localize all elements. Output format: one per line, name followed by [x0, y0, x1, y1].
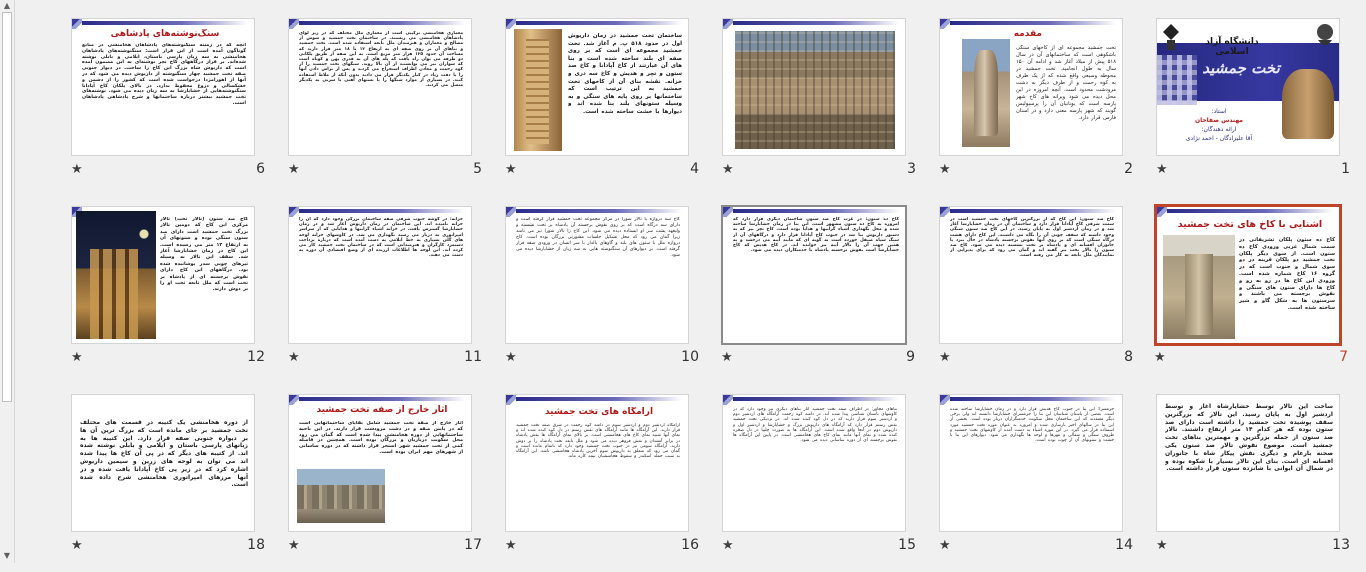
slide-number: 4	[690, 161, 699, 177]
cover-title: تخت جمشید	[1202, 59, 1280, 77]
scroll-down-arrow-icon[interactable]: ▼	[3, 551, 11, 560]
slide-preview[interactable]	[288, 394, 472, 532]
animation-star-icon: ★	[721, 350, 733, 365]
slide-thumbnail-5[interactable]	[288, 18, 504, 196]
title-bar-decoration	[950, 397, 1116, 401]
slide-thumbnail-4[interactable]	[505, 18, 721, 196]
slide-body-text: خزانه: در گوشه جنوب شرقی صفه ساختمان بزرگی وجود دارد که آن را خزانه نامیده اند. این ساختمان در زمان داریوش آغاز شد و در زمان خشایارشا گسترش یافت. در خزانه اشیاء گرانبها و هدایایی که از سراسر امپراتوری به دربار می رسید نگهداری می شد. در کاوشهای خزانه لوحه های گلی بسیاری به خط ایلامی به دست آمده است که درباره پرداخت دستمزد کارگران و هنرمندانی است که در ساختمان تخت جمشید کار می کرده اند. این لوحه ها اطلاعات ارزنده ای از وضع اقتصادی آن دوره به دست می دهند.	[299, 217, 463, 259]
slide-body-text: از دوره هخامنشی یک کتیبه در قسمت های مختلف تخت جمشید بر جای مانده است که بزرگ ترین آن ها بر دیواره جنوبی صفه قرار دارد. این کتیبه ها به زبانهای پارسی باستان و ایلامی و بابلی نوشته شده اند. از کتیبه های دیگر که در پی آن کاخ ها پیدا شده اند می توان به لوحه های زرین و سیمین داریوش اشاره کرد که در زیر پی کاخ آپادانا یافت شده و در آنها مرزهای امپراتوری هخامنشی شرح داده شده است.	[80, 419, 248, 489]
slide-body-text: کاخ ده ستون پلکان تشریفاتی در سمت شمال غربی ورودی کاخ ده ستون است. از سوی دیگر پلکان تخت جمشید دو پلکان قرینه در دو سوی شمال و جنوب است که در گروه ۱۶ کاخ شماره شده است. ورودی این کاخ ها در رو به رو و کاخ ها دارای ستون های سنگی و نقوش برجسته می باشند و سرستون ها به شکل گاو و شیر ساخته شده است.	[1239, 237, 1335, 311]
slide-number: 10	[681, 349, 699, 365]
slide-number: 1	[1341, 161, 1350, 177]
slide-thumbnail-15[interactable]	[722, 394, 938, 572]
slide-title: آشنایی با کاخ های تخت جمشید	[1177, 219, 1323, 230]
slide-thumbnail-18[interactable]	[71, 394, 287, 572]
slide-preview[interactable]	[939, 18, 1123, 156]
slide-number: 5	[473, 161, 482, 177]
slide-body-text: بناهای مجاور: در اطراف صفه تخت جمشید آثار بناهای دیگری نیز وجود دارد که در کاوشهای باستان شناسی پیدا شده اند. در دامنه کوه رحمت آرامگاه های اردشیر دوم و اردشیر سوم قرار دارند که در دل کوه کنده شده اند. در نزدیکی تخت جمشید نقش رستم قرار دارد که آرامگاه های داریوش بزرگ و خشایارشا و اردشیر اول و داریوش دوم در آنجا واقع شده است. این آرامگاه ها به صورت چلیپا در دل صخره کنده شده و نمای آنها مانند نمای کاخ های هخامنشی است. در پایین این آرامگاه ها نقوش برجسته ای از دوره ساسانی دیده می شود.	[733, 407, 897, 444]
slide-number: 12	[247, 349, 265, 365]
title-bar-decoration	[299, 21, 465, 25]
slide-body-text: کاخ ده ستون: در غرب کاخ صد ستون ساختمان دیگری قرار دارد که امروزه به کاخ ده ستون مشهور است. این بنا در زمان خشایارشا ساخته شده و محل نگهداری اشیاء گرانبها و هدایا بوده است. کاخ تچر نیز که به دستور داریوش بنا شد در جنوب کاخ آپادانا قرار دارد و درگاههای آن از سنگ سیاه صیقل خورده است به گونه ای که مانند آینه می درخشد و به همین جهت آن را تالار آینه نیز خوانده اند. در کاخ هدیش که کاخ خشایارشا است نقوش برجسته پادشاه با خدمتکاران دیده می شود.	[733, 217, 899, 254]
slide-thumbnail-1[interactable]	[1156, 18, 1366, 196]
slide-preview[interactable]	[71, 394, 255, 532]
university-logo-icon	[1161, 22, 1181, 52]
slide-preview[interactable]	[939, 206, 1123, 344]
slide-thumbnail-13[interactable]	[1156, 394, 1366, 572]
slide-body-text: معماری هخامنشی ترکیبی است از معماری ملل مختلف که در زیر لوای پادشاهان هخامنشی می زیستند. در ساختمان تخت جمشید و شوش از مصالح و معماران و هنرمندان ملل تابعه استفاده شده است. تخت جمشید و بناهای آن بر روی صفه ای به ارتفاع ۱۲ تا ۱۸ متر قرار دارند که مساحت آن حدود ۱۲۵ هزار متر مربع است. به این صفه از طریق پلکانی دو طرفه می توان راه یافت که پله های آن به قدری پهن و کوتاه است که سواران نیز می توانستند از آن بالا روند. سنگهای تخت جمشید را از کوه رحمت و معادن اطراف استخراج می کردند و پس از تراش دادن آنها را با دقت زیاد در کنار یکدیگر قرار می دادند بدون آنکه از ملاط استفاده کنند. در بسیاری از موارد سنگها را با بستهای آهنی یا سربی به یکدیگر متصل می کردند.	[299, 31, 463, 89]
title-bar-decoration	[516, 21, 682, 25]
corner-decoration	[72, 19, 82, 29]
title-bar-decoration	[299, 397, 465, 401]
slide-preview[interactable]	[505, 206, 689, 344]
presenters-label: ارائه دهندگان:	[1201, 126, 1237, 133]
ruins-walls-photo	[297, 469, 385, 523]
slide-body-text: آثار خارج از صفه تخت جمشید شامل بقایای ساختمانهایی است که در پایین صفه و در دشت مرودشت قرار دارند. در این ناحیه ساختمانهایی از دوره هخامنشی پیدا شده است که گمان می رود محل سکونت درباریان و بزرگان بوده است. همچنین در فاصله کمی از تخت جمشید شهر استخر قرار داشته که در دوره ساسانی از شهرهای مهم ایران بوده است.	[299, 421, 463, 455]
slide-number: 3	[907, 161, 916, 177]
slide-thumbnail-17[interactable]	[288, 394, 504, 572]
animation-star-icon: ★	[939, 538, 951, 553]
persepolis-aerial-photo	[735, 31, 895, 149]
corner-decoration	[289, 19, 299, 29]
slide-preview[interactable]	[722, 18, 906, 156]
slide-body-text: کاخ سه دروازه یا تالار شورا در مرکز مجموعه تخت جمشید قرار گرفته است و دارای سه درگاه است که بر روی نقوش برجسته آن پادشاه بر تخت نشسته و ولیعهد پشت سر او ایستاده دیده می شود. این کاخ را تالار شورا نیز می نامند زیرا گمان می رود که محل تشکیل جلسات مشورتی بزرگان بوده است. کاخ دروازه ملل با ستون های بلند و گاوهای بالدار با سر انسان در ورودی صفه قرار گرفته است. بر دیوارهای آن سنگنوشته هایی به سه زبان از خشایارشا دیده می شود.	[516, 217, 680, 258]
corner-decoration	[289, 395, 299, 405]
slide-title: آثار خارج از صفه تخت جمشید	[316, 405, 448, 415]
title-bar-decoration	[733, 21, 899, 25]
slide-number: 7	[1339, 349, 1348, 365]
slide-body-text: ساخت این تالار توسط خشایارشاه آغاز و توسط اردشیر اول به پایان رسید. این تالار که بزرگترین سقف پوشیده تخت جمشید را داشته است دارای صد ستون بوده که هر کدام ۱۴ متر ارتفاع داشتند. تالار صد ستون از جمله بزرگترین و مهمترین بناهای تخت جمشید است. موضوع نقوش تالار صد ستون یکی صحنه بارعام و دیگری نقش پیکار شاه با جانوران افسانه ای است. بنای این تالار بسیار با شکوه بوده و در شمال آن ایوانی با شانزده ستون قرار داشته است.	[1165, 403, 1333, 473]
slide-body-text: آنچه که در زمینه سنگنوشته‌های پادشاهان هخامنشی در منابع گوناگون آمده است از این قرار است: سنگنوشته‌های پادشاهان هخامنشی به سه زبان پارسی باستان، ایلامی و بابلی نوشته شده‌اند. بر فراز درگاههای کاخ تچر نوشته‌ای به این مضمون آمده است که داریوش شاه بزرگ این کاخ را ساخت. در دیوار جنوبی صفه تخت جمشید چهار سنگنوشته از داریوش دیده می شود که در آنها از اهورامزدا درخواست شده است که کشور را از دشمن و خشکسالی و دروغ محفوظ بدارد. در بالای پلکان کاخ آپادانا سنگنوشته‌هایی از خشایارشا به سه زبان دیده می شود. نوشته‌های تخت جمشید بیشتر درباره ساختمانها و شرح پادشاهی پادشاهان است.	[82, 43, 246, 106]
slide-number: 11	[464, 349, 482, 365]
presenters-names: آقا علیزادگان - احمد نژادی	[1185, 135, 1253, 142]
animation-star-icon: ★	[288, 350, 300, 365]
slide-number: 18	[247, 537, 265, 553]
corner-decoration	[506, 207, 516, 217]
slide-thumbnail-7[interactable]	[1154, 204, 1366, 382]
slide-preview[interactable]	[71, 18, 255, 156]
animation-star-icon: ★	[1156, 162, 1168, 177]
slide-number: 6	[256, 161, 265, 177]
slide-body-text: تخت جمشید مجموعه ای از کاخهای سنگی باشکوهی است که ساختمانهای آن در سال ۵۱۸ پیش از میلاد آغاز شد و ادامه آن ۱۵۰ سال به طول انجامید. تخت جمشید در محوطه وسیعی واقع شده که از یک طرف به کوه رحمت و از طرف دیگر به دشت مرودشت محدود است. آنچه امروزه در این محل دیده می شود ویرانه های کاخ شهر پارسه است که یونانیان آن را پرسپولیس گویند که شهر پارسه معنی دارد و در استان فارس قرار دارد.	[1016, 45, 1116, 121]
cover-info	[1165, 107, 1273, 143]
column-photo	[514, 29, 562, 151]
slide-thumbnail-9[interactable]	[721, 205, 937, 383]
relief-image	[962, 39, 1010, 147]
slide-body-text: ساختمان تخت جمشید در زمان داریوش اول در حدود ۵۱۸ پ. م آغاز شد. تخت جمشید مجموعه ای است که بر روی صفه ای بلند ساخته شده است و بنا های آن عبارتند از کاخ آپادانا و کاخ صد ستون و تچر و هدیش و کاخ سه دری و خزانه. نقشه بنای آن از کاخهای تخت جمشید به این ترتیب است که ساختمانها بر روی پایه های سنگی و به وسیله ستونهای بلند بنا شده اند و دیوارها با خشت ساخته شده است.	[568, 33, 682, 115]
animation-star-icon: ★	[505, 538, 517, 553]
slide-thumbnail-10[interactable]	[505, 206, 721, 384]
slide-thumbnail-6[interactable]	[71, 18, 287, 196]
emblem-logo-icon	[1315, 22, 1335, 52]
slide-preview[interactable]	[288, 18, 472, 156]
animation-star-icon: ★	[505, 162, 517, 177]
title-bar-decoration	[299, 209, 465, 213]
slide-body-text: حرمسرا: این بنا در جنوب کاخ هدیش قرار دارد و در زمان خشایارشا ساخته شده است. بعضی از باستان شناسان این بنا را حرمسرای خشایارشا دانسته اند ولی برخی دیگر معتقدند که این ساختمان محل سکونت خدمتگزاران دربار بوده است. بخشی از این بنا در سالهای اخیر بازسازی شده و امروزه به عنوان موزه تخت جمشید مورد استفاده قرار می گیرد. در این موزه اشیاء به دست آمده از کاوشهای تخت جمشید و ظروف سنگی و سفالی و مهرها و لوحه ها نگهداری می شود. دیوارهای این بنا با خشت و ستونهای آن از چوب بوده است.	[950, 407, 1114, 444]
animation-star-icon: ★	[288, 162, 300, 177]
slide-preview[interactable]	[1156, 394, 1340, 532]
slide-number: 2	[1124, 161, 1133, 177]
slide-preview[interactable]	[1156, 18, 1340, 156]
corner-decoration	[723, 19, 733, 29]
slide-thumbnail-16[interactable]	[505, 394, 721, 572]
corner-decoration	[506, 19, 516, 29]
corner-decoration	[289, 207, 299, 217]
animation-star-icon: ★	[71, 162, 83, 177]
slide-title: مقدمه	[1013, 29, 1042, 39]
title-bar-decoration	[950, 21, 1116, 25]
title-bar-decoration	[516, 397, 682, 401]
animation-star-icon: ★	[505, 350, 517, 365]
corner-decoration	[940, 207, 950, 217]
slide-number: 14	[1115, 537, 1133, 553]
title-bar-decoration	[733, 397, 899, 401]
animation-star-icon: ★	[939, 162, 951, 177]
slide-thumbnail-12[interactable]	[71, 206, 287, 384]
slide-preview[interactable]	[505, 18, 689, 156]
slide-number: 15	[898, 537, 916, 553]
title-bar-decoration	[82, 21, 248, 25]
instructor-name: مهندس صفاخان	[1194, 117, 1244, 124]
slide-preview[interactable]	[722, 394, 906, 532]
slide-sorter-grid	[15, 0, 1366, 563]
slide-thumbnail-14[interactable]	[939, 394, 1155, 572]
animation-star-icon: ★	[722, 538, 734, 553]
corner-decoration	[940, 395, 950, 405]
slide-body-text: کاخ صد ستون: این کاخ که از بزرگترین کاخهای تخت جمشید است در سمت شرقی کاخ آپادانا قرار دارد و ساختمان آن در زمان خشایارشا آغاز شد و در زمان اردشیر اول به پایان رسید. در این کاخ صد ستون سنگی وجود داشته که سقف چوبی آن را نگاه می داشتند. این کاخ دارای هشت درگاه سنگی است که بر روی آنها نقوش برجسته پادشاه در حال نبرد با جانوران افسانه ای و پادشاه بر تخت نشسته دیده می شود. کاخ صد ستون را تالار تخت نیز گفته اند و گمان می رود که برای پذیرایی از نمایندگان ملل تابعه به کار می رفته است.	[950, 217, 1114, 259]
slide-preview[interactable]	[288, 206, 472, 344]
slide-thumbnail-3[interactable]	[722, 18, 938, 196]
animation-star-icon: ★	[1156, 538, 1168, 553]
corner-decoration	[940, 19, 950, 29]
scrollbar-thumb[interactable]	[2, 12, 12, 402]
animation-star-icon: ★	[939, 350, 951, 365]
slide-preview[interactable]	[71, 206, 255, 344]
corner-decoration	[506, 395, 516, 405]
corner-decoration	[723, 395, 733, 405]
night-columns-photo	[76, 211, 156, 339]
slide-thumbnail-2[interactable]	[939, 18, 1155, 196]
slide-number: 17	[464, 537, 482, 553]
slide-preview[interactable]	[939, 394, 1123, 532]
slide-title: آرامگاه های تخت جمشید	[544, 407, 654, 417]
title-bar-decoration	[1167, 209, 1333, 213]
corner-decoration	[1157, 207, 1167, 217]
animation-star-icon: ★	[722, 162, 734, 177]
slide-preview-selected[interactable]	[1154, 204, 1342, 346]
slide-number: 8	[1124, 349, 1133, 365]
animation-star-icon: ★	[288, 538, 300, 553]
persian-relief-image	[1282, 69, 1334, 139]
slide-preview[interactable]	[505, 394, 689, 532]
cover-pattern	[1157, 55, 1197, 105]
slide-thumbnail-8[interactable]	[939, 206, 1155, 384]
scroll-up-arrow-icon[interactable]: ▲	[3, 1, 11, 10]
corner-decoration	[723, 207, 733, 217]
vertical-scrollbar[interactable]	[0, 0, 15, 563]
slide-title: سنگ‌نوشته‌های پادشاهی	[110, 29, 220, 39]
animation-star-icon: ★	[71, 350, 83, 365]
slide-number: 13	[1332, 537, 1350, 553]
slide-body-text: کاخ صد ستون (تالار تخت) تالار مرکزی این کاخ که دومین تالار بزرگ تخت جمشید است دارای صد ستون سنگی بوده و ستونهای آن به ارتفاع ۱۴ متر می رسیده است. این کاخ در زمان خشایارشا آغاز شد. سقف این تالار به وسیله تیرهای چوبی سدر پوشانیده شده بود. درگاههای این کاخ دارای نقوش برجسته ای از پادشاه بر تخت است که ملل تابعه تخت او را بر دوش دارند.	[160, 217, 248, 293]
slide-number: 9	[906, 349, 915, 365]
slide-preview-hover[interactable]	[721, 205, 907, 345]
animation-star-icon: ★	[71, 538, 83, 553]
animation-star-icon: ★	[1154, 350, 1166, 365]
title-bar-decoration	[516, 209, 682, 213]
university-name: دانشگاه آزاد اسلامی	[1205, 37, 1259, 57]
slide-thumbnail-11[interactable]	[288, 206, 504, 384]
title-bar-decoration	[950, 209, 1116, 213]
instructor-label: استاد:	[1211, 108, 1227, 115]
gate-of-nations-photo	[1163, 235, 1235, 339]
slide-body-text: آرامگاه اردشیر دوم و اردشیر سوم در دامنه کوه رحمت در شرق صفه تخت جمشید قرار دارند. این آرامگاه ها مانند آرامگاه های نقش رستم در دل کوه کنده شده اند و نمای آنها شبیه نمای کاخ های هخامنشی است. بر بالای نمای آرامگاه ها نقش پادشاه در برابر آتشدان و نقش فروهر دیده می شود و ملل تابعه تخت پادشاه را بر دوش دارند. آرامگاه سومی نیز در جنوب تخت جمشید وجود دارد که ناتمام مانده است و گمان می رود که متعلق به داریوش سوم آخرین پادشاه هخامنشی باشد. این آرامگاه به سبب حمله اسکندر و سقوط هخامنشیان نیمه کاره ماند.	[516, 423, 680, 460]
slide-number: 16	[681, 537, 699, 553]
title-bar-decoration	[733, 209, 899, 213]
